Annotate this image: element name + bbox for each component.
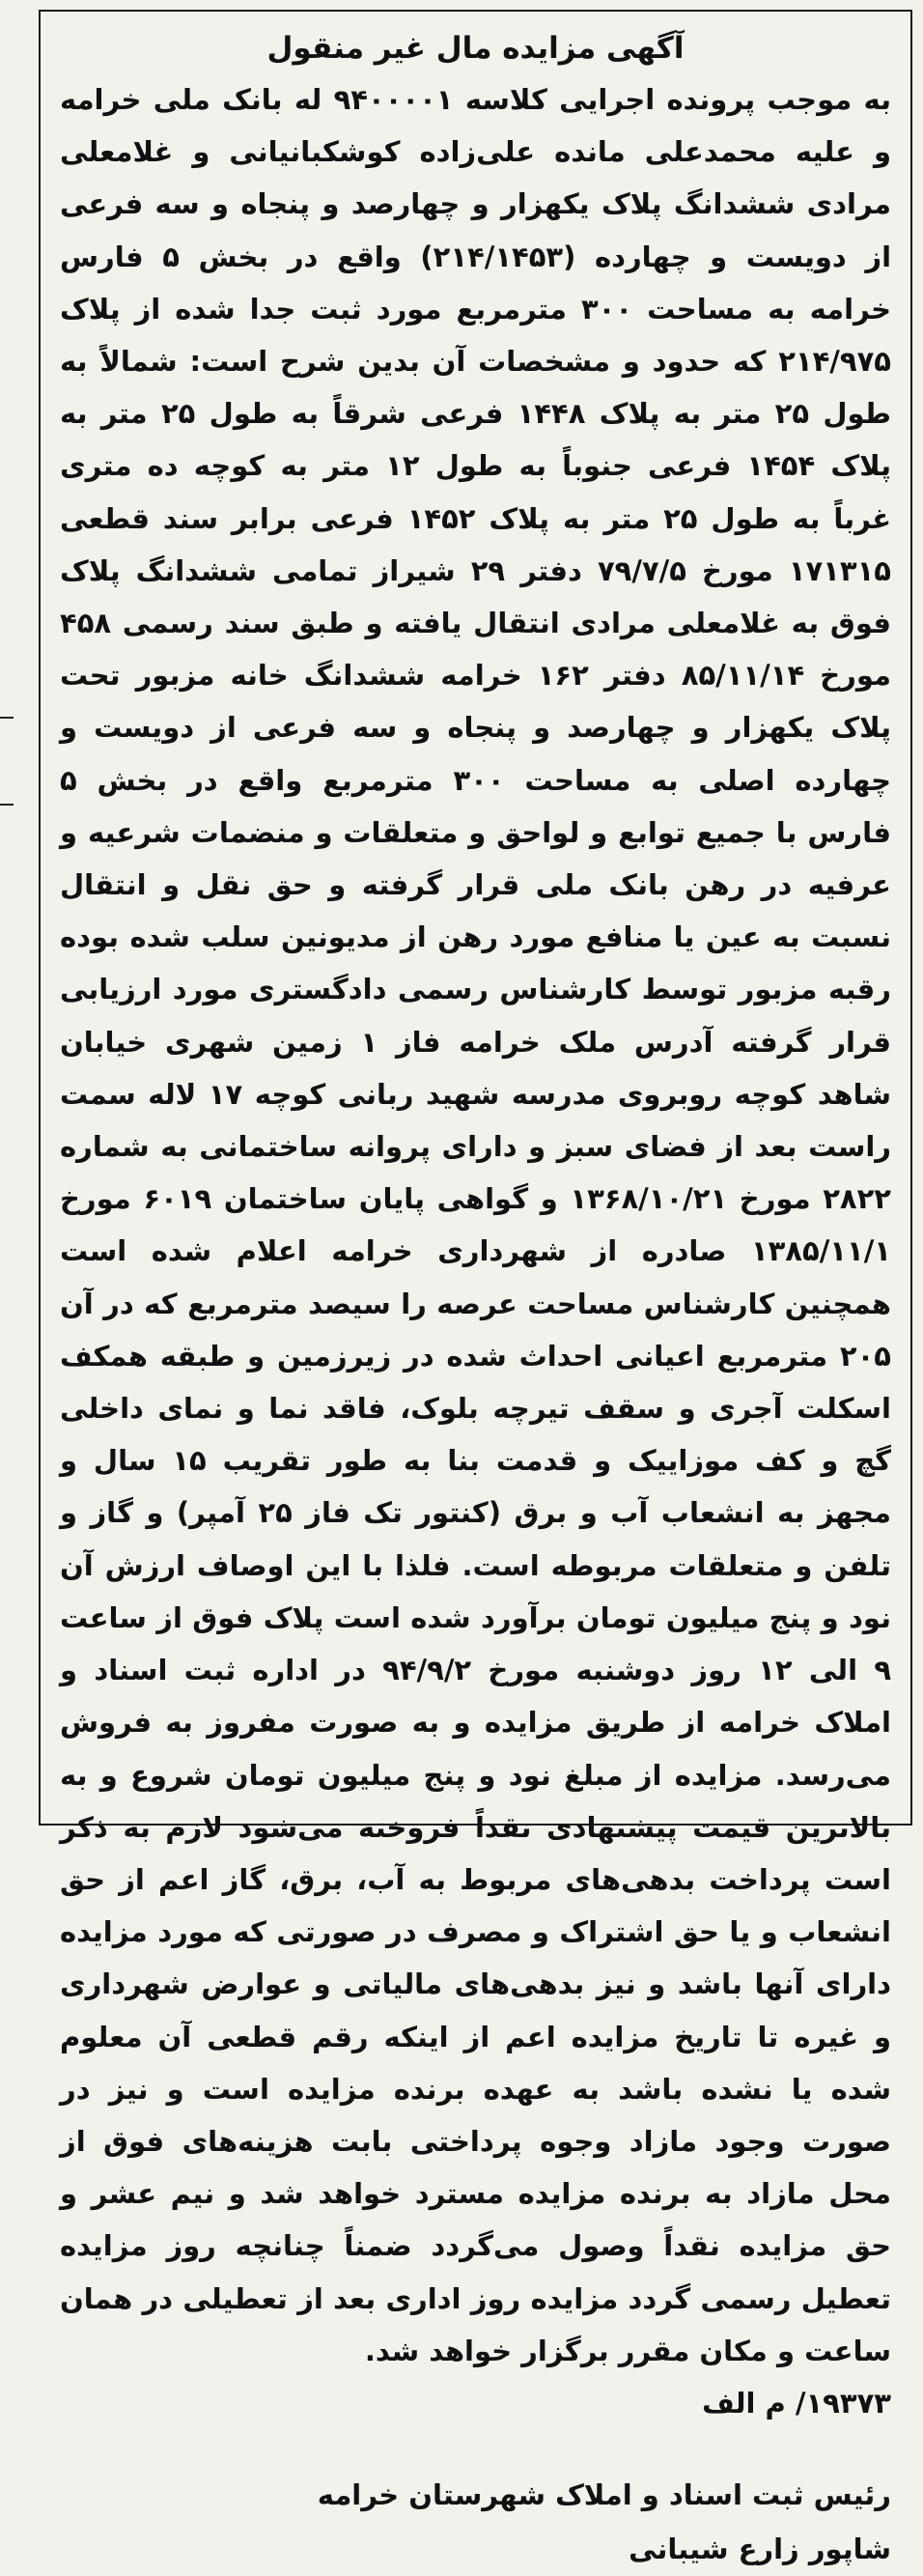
- column-rule-mark: [0, 717, 14, 719]
- notice-title: آگهی مزایده مال غیر منقول: [266, 31, 685, 66]
- signature-title: رئیس ثبت اسناد و املاک شهرستان خرامه: [317, 2477, 891, 2511]
- auction-notice-box: [39, 10, 912, 2565]
- signature-name: شاپور زارع شیبانی: [629, 2532, 891, 2565]
- column-rule-mark: [0, 804, 14, 806]
- notice-body: به موجب پرونده اجرایی کلاسه ۹۴۰۰۰۰۱ له بانک ملی خرامه و علیه محمدعلی مانده علی‌زاده کوشکبانیانی و غلامعلی مرادی ششدانگ پلاک یکهزار و چهارصد و پنجاه و سه فرعی از دویست و چهارده (۲۱۴/۱۴۵۳) واقع در بخش ۵ فارس خرامه به مساحت ۳۰۰ مترمربع مورد ثبت جدا شده از پلاک ۲۱۴/۹۷۵ که حدود و مشخصات آن بدین شرح است: شمالاً به طول ۲۵ متر به پلاک ۱۴۴۸ فرعی شرقاً به طول ۲۵ متر به پلاک ۱۴۵۴ فرعی جنوباً به طول ۱۲ متر به کوچه ده متری غرباً به طول ۲۵ متر به پلاک ۱۴۵۲ فرعی برابر سند قطعی ۱۷۱۳۱۵ مورخ ۷۹/۷/۵ دفتر ۲۹ شیراز تمامی ششدانگ پلاک فوق به غلامعلی مرادی انتقال یافته و طبق سند رسمی ۴۵۸ مورخ ۸۵/۱۱/۱۴ دفتر ۱۶۲ خرامه ششدانگ خانه مزبور تحت پلاک یکهزار و چهارصد و پنجاه و سه فرعی از دویست و چهارده اصلی به مساحت ۳۰۰ مترمربع واقع در بخش ۵ فارس با جمیع توابع و لواحق و متعلقات و منضمات شرعیه و عرفیه در رهن بانک ملی قرار گرفته و حق نقل و انتقال نسبت به عین یا منافع مورد رهن از مدیونین سلب شده بوده رقبه مزبور توسط کارشناس رسمی دادگستری مورد ارزیابی قرار گرفته آدرس ملک خرامه فاز ۱ زمین شهری خیابان شاهد کوچه روبروی مدرسه شهید ربانی کوچه ۱۷ لاله سمت راست بعد از فضای سبز و دارای پروانه ساختمانی به شماره ۲۸۲۲ مورخ ۱۳۶۸/۱۰/۲۱ و گواهی پایان ساختمان ۶۰۱۹ مورخ ۱۳۸۵/۱۱/۱ صادره از شهرداری خرامه اعلام شده است همچنین کارشناس مساحت عرصه را سیصد مترمربع که در آن ۲۰۵ مترمربع اعیانی احداث شده در زیرزمین و طبقه همکف اسکلت آجری و سقف تیرچه بلوک، فاقد نما و نمای داخلی گچ و کف موزاییک و قدمت بنا به طور تقریب ۱۵ سال و مجهز به انشعاب آب و برق (کنتور تک فاز ۲۵ آمپر) و گاز و تلفن و متعلقات مربوطه است. فلذا با این اوصاف ارزش آن نود و پنج میلیون تومان برآورد شده است پلاک فوق از ساعت ۹ الی ۱۲ روز دوشنبه مورخ ۹۴/۹/۲ در اداره ثبت اسناد و املاک خرامه از طریق مزایده و به صورت مفروز به فروش می‌رسد. مزایده از مبلغ نود و پنج میلیون تومان شروع و به بالاترین قیمت پیشنهادی نقداً فروخته می‌شود لازم به ذکر است پرداخت بدهی‌های مربوط به آب، برق، گاز اعم از حق انشعاب و یا حق اشتراک و مصرف در صورتی که مورد مزایده دارای آنها باشد و نیز بدهی‌های مالیاتی و عوارض شهرداری و غیره تا تاریخ مزایده اعم از اینکه رقم قطعی آن معلوم شده یا نشده باشد به عهده برنده مزایده است و نیز در صورت وجود مازاد وجوه پرداختی بابت هزینه‌های فوق از محل مازاد به برنده مزایده مسترد خواهد شد و نیم عشر و حق مزایده نقداً وصول می‌گردد ضمناً چنانچه روز مزایده تعطیل رسمی گردد مزایده روز اداری بعد از تعطیلی در همان ساعت و مکان مقرر برگزار خواهد شد.: [60, 83, 892, 2367]
- signature-block: [60, 2468, 891, 2576]
- notice-reference-number: ۱۹۳۷۳/ م الف: [702, 2386, 891, 2420]
